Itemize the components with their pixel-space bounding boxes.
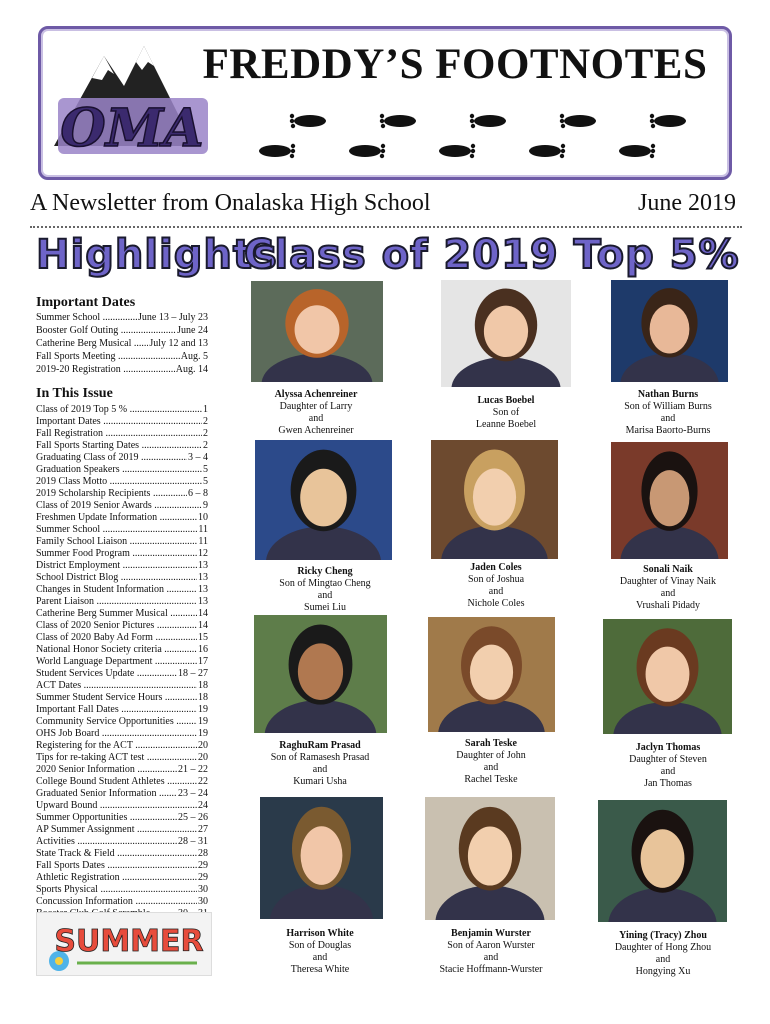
toc-page: 13 (198, 560, 208, 571)
toc-item: Important Dates ..... (36, 416, 202, 428)
student-parent-line: Stacie Hoffmann-Wurster (439, 964, 543, 975)
toc-page: 18 (198, 680, 208, 691)
toc-row (36, 740, 208, 752)
student-parent-line: Theresa White (290, 964, 350, 975)
student-parent-line: Sumei Liu (304, 602, 346, 613)
toc-page: 30 (198, 896, 208, 907)
date-value: Aug. 14 (175, 364, 208, 375)
toc-page: 3 – 4 (188, 452, 208, 463)
top5-heading: Class of 2019 Top 5% (244, 232, 740, 278)
toc-page: 14 (198, 608, 208, 619)
student-photo (425, 797, 555, 920)
toc-page: 27 (198, 824, 208, 835)
table-of-contents (36, 388, 208, 920)
student-photo (254, 615, 387, 733)
date-event: 2019-20 Registration ..... (36, 363, 175, 376)
student-photo (603, 619, 732, 734)
student-name: Jaden Coles (470, 562, 522, 573)
toc-row (36, 752, 208, 764)
student-photo (260, 797, 383, 919)
toc-item: 2019 Scholarship Recipients ..... (36, 488, 187, 500)
important-date-row (36, 350, 208, 363)
toc-row (36, 824, 208, 836)
student-parent-line: Son of William Burns (624, 401, 712, 412)
important-dates-section (36, 296, 208, 376)
date-event: Booster Golf Outing ..... (36, 324, 176, 337)
student-photo (611, 280, 728, 382)
student-parent-line: Jan Thomas (644, 778, 692, 789)
toc-item: OHS Job Board ..... (36, 728, 197, 740)
toc-row (36, 860, 208, 872)
toc-item: Class of 2019 Top 5 % ..... (36, 404, 202, 416)
important-dates-heading: Important Dates (36, 295, 136, 310)
student-caption (240, 566, 410, 614)
toc-page: 5 (203, 476, 208, 487)
toc-row (36, 572, 208, 584)
student-caption (411, 928, 571, 976)
dotted-divider (30, 226, 742, 228)
toc-page: 20 (198, 740, 208, 751)
toc-page: 28 – 31 (178, 836, 208, 847)
student-name: Alyssa Achenreiner (274, 389, 358, 400)
toc-row (36, 512, 208, 524)
toc-page: 14 (198, 620, 208, 631)
toc-item: Catherine Berg Summer Musical ..... (36, 608, 197, 620)
student-parent-line: Leanne Boebel (475, 419, 537, 430)
student-parent-line: and (317, 590, 333, 601)
toc-row (36, 848, 208, 860)
toc-row (36, 632, 208, 644)
toc-row (36, 596, 208, 608)
student-name: Sonali Naik (643, 564, 693, 575)
toc-item: World Language Department ..... (36, 656, 197, 668)
student-name: Ricky Cheng (297, 566, 353, 577)
toc-row (36, 560, 208, 572)
toc-item: Important Fall Dates ..... (36, 704, 197, 716)
toc-row (36, 692, 208, 704)
toc-item: Graduating Class of 2019 ..... (36, 452, 187, 464)
toc-row (36, 524, 208, 536)
toc-item: Athletic Registration ..... (36, 872, 197, 884)
toc-item: Fall Sports Starting Dates ..... (36, 440, 202, 452)
student-caption (588, 564, 748, 612)
student-photo (428, 617, 555, 732)
toc-row (36, 416, 208, 428)
student-caption (236, 389, 396, 437)
toc-page: 2 (203, 416, 208, 427)
student-parent-line: Marisa Baorto-Burns (625, 425, 711, 436)
toc-row (36, 536, 208, 548)
toc-item: Activities ..... (36, 836, 177, 848)
date-value: June 13 – July 23 (138, 312, 208, 323)
student-parent-line: and (660, 588, 676, 599)
toc-item: 2019 Class Motto ..... (36, 476, 202, 488)
toc-row (36, 788, 208, 800)
toc-item: Summer Food Program ..... (36, 548, 197, 560)
student-name: Nathan Burns (637, 389, 699, 400)
student-caption (416, 562, 576, 610)
date-event: Summer School ..... (36, 311, 137, 324)
toc-page: 30 (198, 884, 208, 895)
student-photo (441, 280, 571, 387)
toc-item: State Track & Field ..... (36, 848, 197, 860)
student-caption (588, 742, 748, 790)
toc-page: 18 (198, 692, 208, 703)
toc-item: Concussion Information ..... (36, 896, 197, 908)
toc-row (36, 668, 208, 680)
toc-page: 11 (198, 524, 208, 535)
footprints-icon (255, 105, 715, 167)
toc-page: 28 (198, 848, 208, 859)
toc-item: Freshmen Update Information ..... (36, 512, 197, 524)
toc-page: 19 (198, 728, 208, 739)
toc-row (36, 644, 208, 656)
toc-page: 11 (198, 536, 208, 547)
summer-art-text: SUMMER (54, 924, 204, 959)
highlights-heading: Highlights (36, 232, 278, 278)
toc-row (36, 608, 208, 620)
toc-row (36, 476, 208, 488)
date-event: Catherine Berg Musical ..... (36, 337, 148, 350)
toc-row (36, 884, 208, 896)
toc-item: Family School Liaison ..... (36, 536, 197, 548)
student-caption (411, 738, 571, 786)
toc-row (36, 680, 208, 692)
student-parent-line: Son of Ramasesh Prasad (270, 752, 370, 763)
newsletter-subtitle: A Newsletter from Onalaska High School (30, 190, 431, 216)
toc-page: 21 – 22 (178, 764, 208, 775)
student-parent-line: Son of Joshua (467, 574, 525, 585)
toc-row (36, 716, 208, 728)
student-caption (583, 930, 743, 978)
toc-item: Community Service Opportunities ..... (36, 716, 197, 728)
student-photo (431, 440, 558, 559)
toc-item: Class of 2020 Baby Ad Form ..... (36, 632, 197, 644)
toc-item: School District Blog ..... (36, 572, 197, 584)
toc-item: Student Services Update ..... (36, 668, 177, 680)
student-parent-line: Hongying Xu (635, 966, 691, 977)
toc-row (36, 404, 208, 416)
student-parent-line: Daughter of Vinay Naik (619, 576, 717, 587)
toc-row (36, 764, 208, 776)
toc-row (36, 488, 208, 500)
student-parent-line: Son of (492, 407, 520, 418)
important-date-row (36, 311, 208, 324)
toc-row (36, 428, 208, 440)
toc-page: 29 (198, 860, 208, 871)
date-event: Fall Sports Meeting ..... (36, 350, 180, 363)
important-date-row (36, 324, 208, 337)
student-name: Harrison White (286, 928, 354, 939)
toc-item: College Bound Student Athletes ..... (36, 776, 197, 788)
toc-row (36, 620, 208, 632)
student-photo (255, 440, 392, 560)
toc-page: 15 (198, 632, 208, 643)
student-parent-line: Daughter of Steven (629, 754, 707, 765)
toc-page: 25 – 26 (178, 812, 208, 823)
toc-item: Graduated Senior Information ..... (36, 788, 177, 800)
toc-page: 23 – 24 (178, 788, 208, 799)
toc-row (36, 452, 208, 464)
toc-page: 17 (198, 656, 208, 667)
toc-item: Upward Bound ..... (36, 800, 197, 812)
toc-page: 13 (198, 572, 208, 583)
toc-row (36, 500, 208, 512)
toc-item: 2020 Senior Information ..... (36, 764, 177, 776)
toc-item: Changes in Student Information ..... (36, 584, 197, 596)
toc-page: 13 (198, 584, 208, 595)
toc-item: National Honor Society criteria ..... (36, 644, 197, 656)
student-name: Sarah Teske (465, 738, 517, 749)
toc-item: Registering for the ACT ..... (36, 740, 197, 752)
student-caption (588, 389, 748, 437)
student-parent-line: Rachel Teske (464, 774, 518, 785)
in-this-issue-heading: In This Issue (36, 386, 113, 401)
toc-item: Sports Physical ..... (36, 884, 197, 896)
toc-item: Fall Registration ..... (36, 428, 202, 440)
toc-page: 9 (203, 500, 208, 511)
student-parent-line: and (483, 952, 499, 963)
toc-page: 2 (203, 440, 208, 451)
date-value: June 24 (177, 325, 208, 336)
issue-date: June 2019 (638, 190, 736, 216)
toc-row (36, 800, 208, 812)
student-parent-line: and (312, 952, 328, 963)
student-parent-line: Son of Aaron Wurster (447, 940, 535, 951)
toc-page: 5 (203, 464, 208, 475)
student-caption (240, 740, 400, 788)
student-parent-line: and (655, 954, 671, 965)
toc-row (36, 464, 208, 476)
toc-item: Graduation Speakers ..... (36, 464, 202, 476)
toc-item: Tips for re-taking ACT test ..... (36, 752, 197, 764)
student-name: Jaclyn Thomas (635, 742, 701, 753)
summer-clipart (36, 912, 212, 976)
student-parent-line: Son of Douglas (288, 940, 352, 951)
toc-item: Fall Sports Dates ..... (36, 860, 197, 872)
toc-item: ACT Dates ..... (36, 680, 197, 692)
toc-page: 18 – 27 (178, 668, 208, 679)
toc-page: 29 (198, 872, 208, 883)
toc-item: Summer School ..... (36, 524, 197, 536)
student-caption (426, 395, 586, 431)
toc-row (36, 872, 208, 884)
toc-row (36, 548, 208, 560)
student-parent-line: Nichole Coles (467, 598, 525, 609)
toc-item: Summer Opportunities ..... (36, 812, 177, 824)
toc-row (36, 776, 208, 788)
toc-row (36, 896, 208, 908)
student-parent-line: and (483, 762, 499, 773)
toc-page: 1 (203, 404, 208, 415)
toc-item: District Employment ..... (36, 560, 197, 572)
student-photo (251, 281, 383, 382)
important-date-row (36, 337, 208, 350)
logo-text: OMA (60, 98, 204, 159)
toc-item: Parent Liaison ..... (36, 596, 197, 608)
toc-page: 19 (198, 716, 208, 727)
toc-item: Summer Student Service Hours ..... (36, 692, 197, 704)
student-parent-line: and (488, 586, 504, 597)
student-photo (598, 800, 727, 922)
date-value: July 12 and 13 (149, 338, 208, 349)
toc-row (36, 584, 208, 596)
student-parent-line: Gwen Achenreiner (278, 425, 354, 436)
toc-item: Class of 2020 Senior Pictures ..... (36, 620, 197, 632)
toc-page: 6 – 8 (188, 488, 208, 499)
toc-item: AP Summer Assignment ..... (36, 824, 197, 836)
student-parent-line: Daughter of Larry (279, 401, 353, 412)
toc-page: 16 (198, 644, 208, 655)
student-parent-line: Daughter of John (456, 750, 526, 761)
date-value: Aug. 5 (180, 351, 208, 362)
toc-page: 20 (198, 752, 208, 763)
student-parent-line: and (660, 413, 676, 424)
important-date-row (36, 363, 208, 376)
student-parent-line: and (312, 764, 328, 775)
student-parent-line: Son of Mingtao Cheng (279, 578, 371, 589)
student-caption (240, 928, 400, 976)
toc-row (36, 656, 208, 668)
toc-row (36, 728, 208, 740)
toc-page: 12 (198, 548, 208, 559)
toc-row (36, 836, 208, 848)
student-photo (611, 442, 728, 559)
toc-page: 24 (198, 800, 208, 811)
toc-row (36, 704, 208, 716)
toc-page: 10 (198, 512, 208, 523)
toc-page: 2 (203, 428, 208, 439)
toc-item: Class of 2019 Senior Awards ..... (36, 500, 202, 512)
student-parent-line: and (660, 766, 676, 777)
toc-row (36, 440, 208, 452)
toc-row (36, 812, 208, 824)
student-parent-line: Vrushali Pidady (635, 600, 701, 611)
student-name: Yining (Tracy) Zhou (619, 930, 707, 941)
toc-page: 22 (198, 776, 208, 787)
student-parent-line: Daughter of Hong Zhou (614, 942, 712, 953)
student-parent-line: and (308, 413, 324, 424)
toc-page: 19 (198, 704, 208, 715)
student-parent-line: Kumari Usha (293, 776, 347, 787)
student-name: Lucas Boebel (477, 395, 535, 406)
student-name: Benjamin Wurster (451, 928, 531, 939)
toc-page: 13 (198, 596, 208, 607)
student-name: RaghuRam Prasad (279, 740, 361, 751)
newsletter-title: FREDDY’S FOOTNOTES (202, 41, 708, 88)
